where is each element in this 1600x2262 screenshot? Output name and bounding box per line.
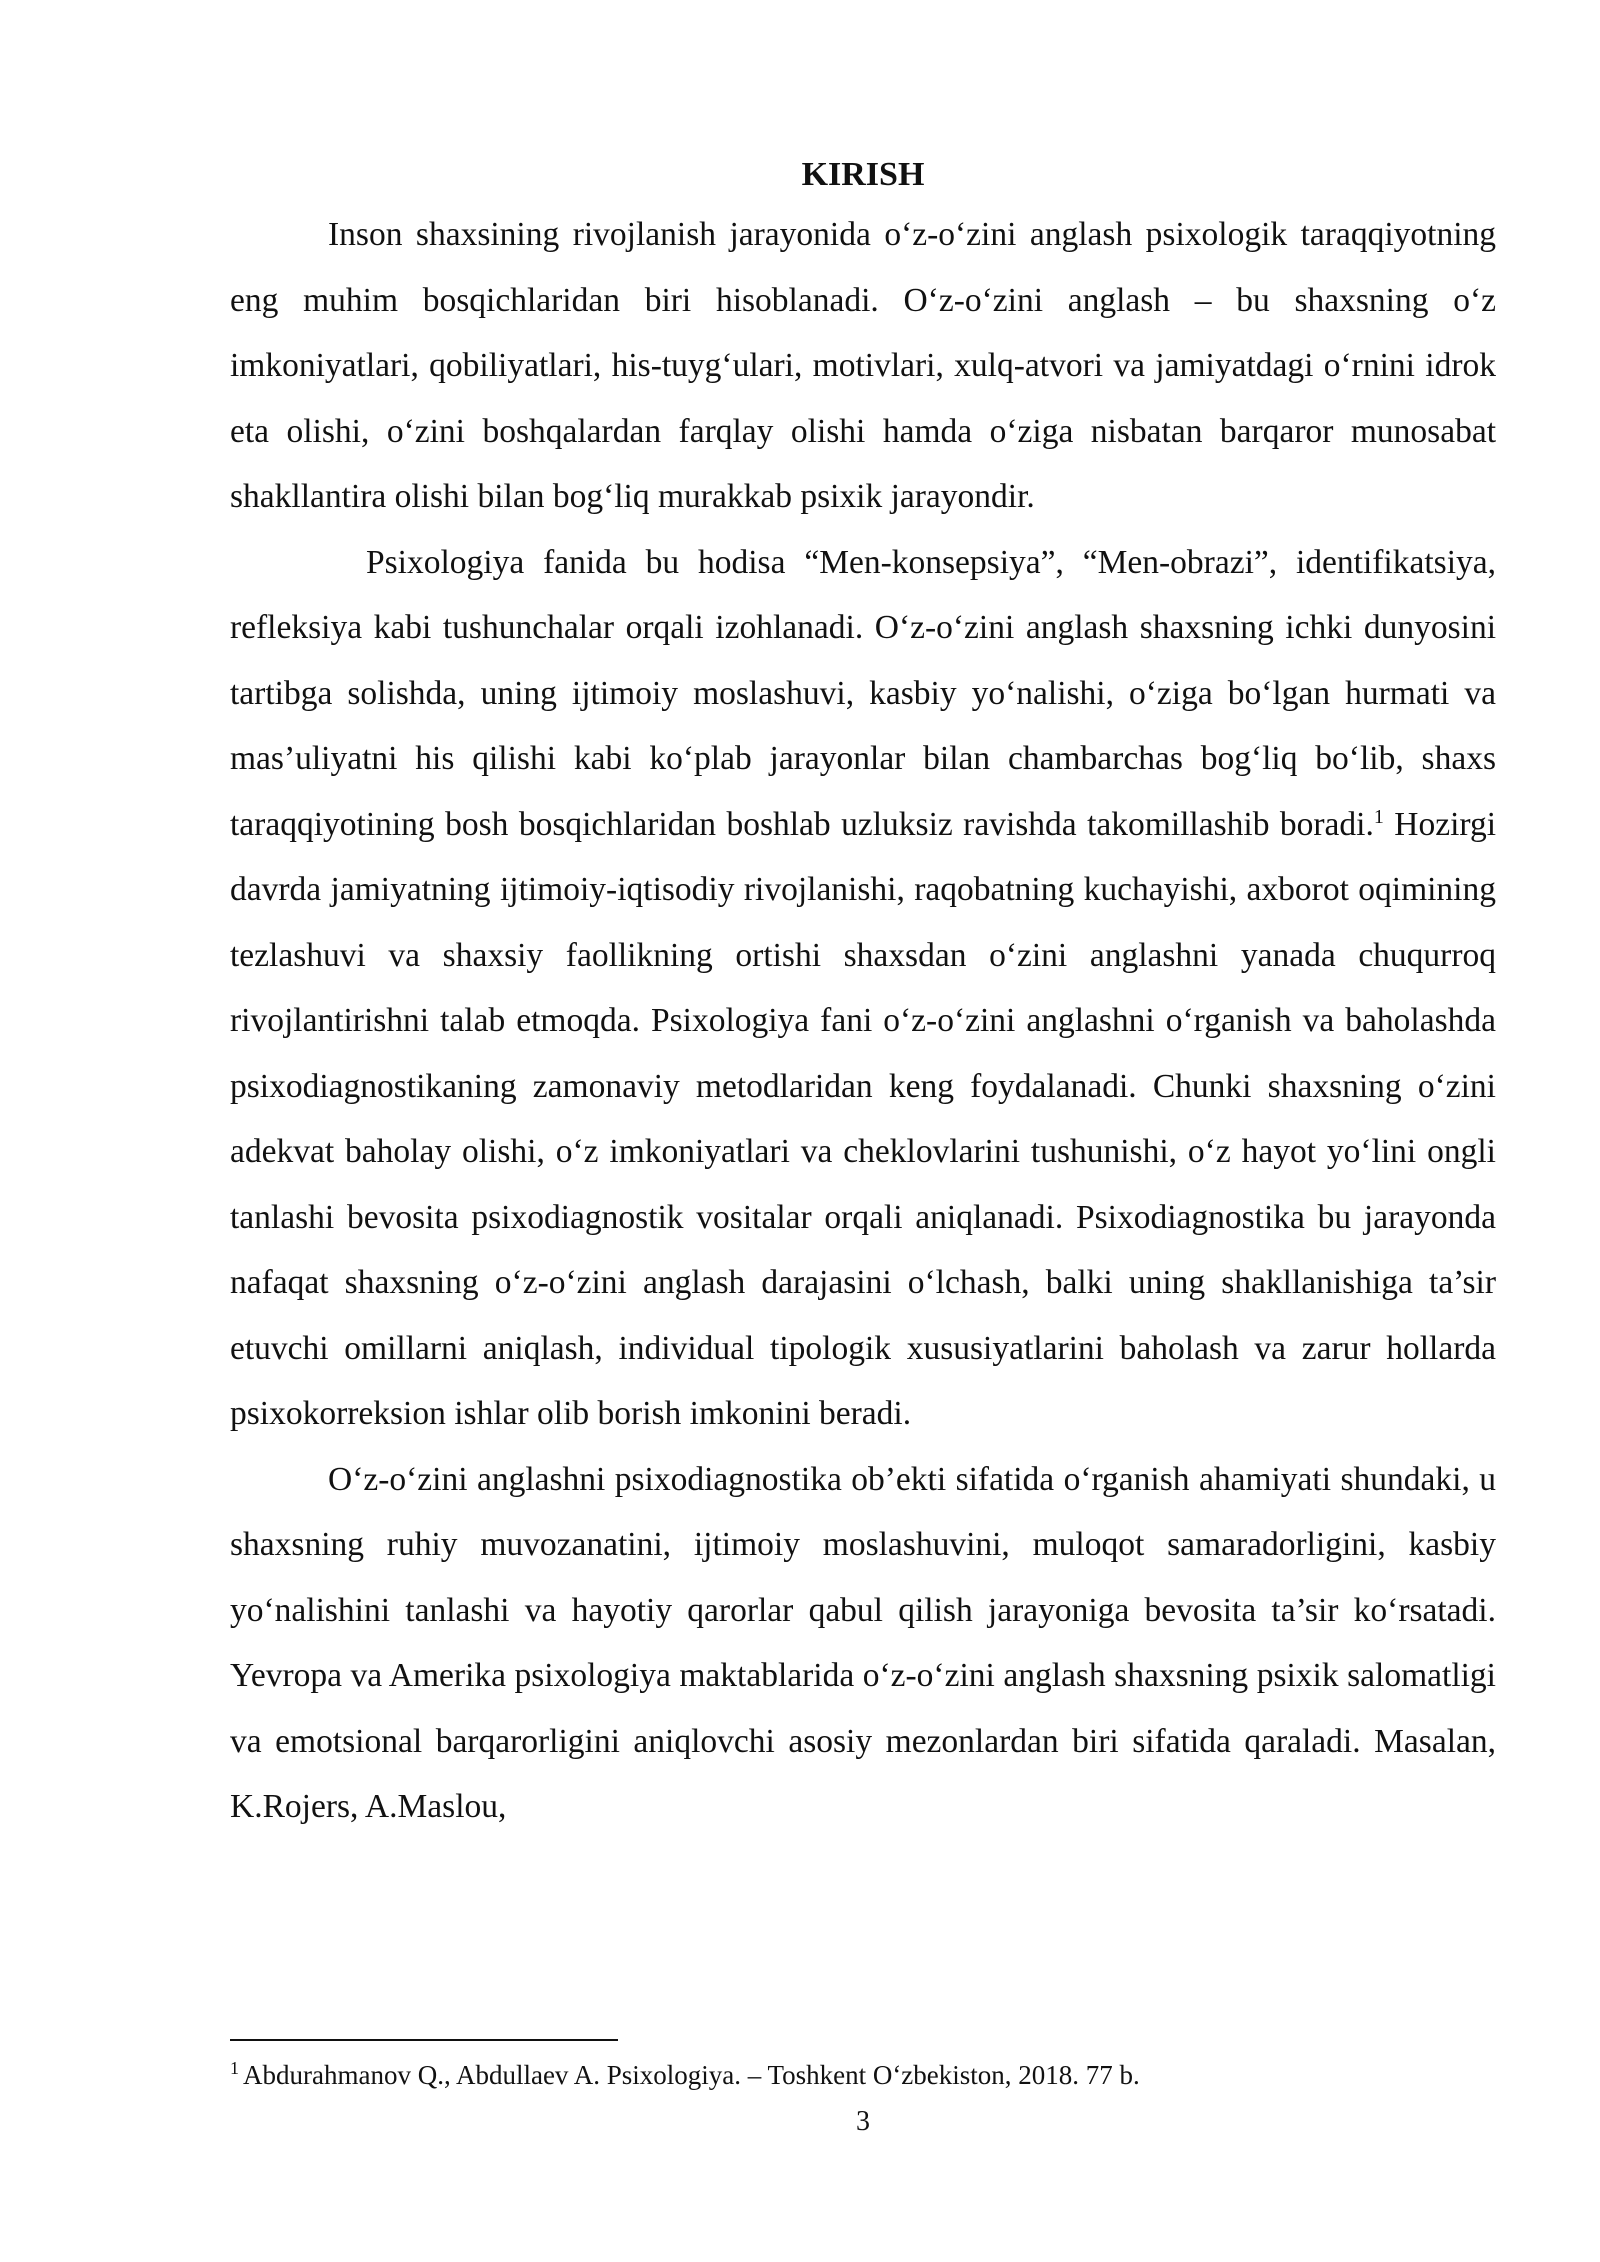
paragraph-2-text-after-ref: Hozirgi davrda jamiyatning ijtimoiy-iqtisodiy rivojlanishi, raqobatning kuchayishi, axborot oqimining tezlashuvi va shaxsiy faollikning ortishi shaxsdan o‘zini anglashni yanada chuqurroq rivojlantirishni talab etmoqda. Psixologiya fani o‘z-o‘zini anglashni o‘rganish va baholashda psixodiagnostikaning zamonaviy metodlaridan keng foydalanadi. Chunki shaxsning o‘zini adekvat baholay olishi, o‘z imkoniyatlari va cheklovlarini tushunishi, o‘z hayot yo‘lini ongli tanlashi bevosita psixodiagnostik vositalar orqali aniqlanadi. Psixodiagnostika bu jarayonda nafaqat shaxsning o‘z-o‘zini anglash darajasini o‘lchash, balki uning shakllanishiga ta’sir etuvchi omillarni aniqlash, individual tipologik xususiyatlarini baholash va zarur hollarda psixokorreksion ishlar olib borish imkonini beradi. [230, 805, 1496, 1432]
paragraph-1: Inson shaxsining rivojlanish jarayonida o‘z-o‘zini anglash psixologik taraqqiyotning eng muhim bosqichlaridan biri hisoblanadi. O‘z-o‘zini anglash – bu shaxsning o‘z imkoniyatlari, qobiliyatlari, his-tuyg‘ulari, motivlari, xulq-atvori va jamiyatdagi o‘rnini idrok eta olishi, o‘zini boshqalardan farqlay olishi hamda o‘ziga nisbatan barqaror munosabat shakllantira olishi bilan bog‘liq murakkab psixik jarayondir. [230, 216, 1496, 515]
section-heading: KIRISH [801, 156, 925, 193]
page-number: 3 [856, 2106, 870, 2137]
footnote-reference[interactable]: 1 [1373, 805, 1384, 828]
footnote-mark: 1 [230, 2058, 239, 2078]
paragraph-2-text-before-ref: Psixologiya fanida bu hodisa “Men-konsepsiya”, “Men-obrazi”, identifikatsiya, refleksiya kabi tushunchalar orqali izohlanadi. O‘z-o‘zini anglash shaxsning ichki dunyosini tartibga solishda, uning ijtimoiy moslashuvi, kasbiy yo‘nalishi, o‘ziga bo‘lgan hurmati va mas’uliyatni his qilishi kabi ko‘plab jarayonlar bilan chambarchas bog‘liq bo‘lib, shaxs taraqqiyotining bosh bosqichlaridan boshlab uzluksiz ravishda takomillashib boradi. [230, 543, 1496, 843]
paragraph-2 [230, 530, 1496, 1447]
paragraph-3: O‘z-o‘zini anglashni psixodiagnostika ob’ekti sifatida o‘rganish ahamiyati shundaki, u shaxsning ruhiy muvozanatini, ijtimoiy moslashuvini, muloqot samaradorligini, kasbiy yo‘nalishini tanlashi va hayotiy qarorlar qabul qilish jarayoniga bevosita ta’sir ko‘rsatadi. Yevropa va Amerika psixologiya maktablarida o‘z-o‘zini anglash shaxsning psixik salomatligi va emotsional barqarorligini aniqlovchi asosiy mezonlardan biri sifatida qaraladi. Masalan, K.Rojers, A.Maslou, [230, 1460, 1496, 1825]
body-text [230, 148, 1496, 1840]
footnote [230, 2057, 1496, 2093]
footnote-separator [230, 2039, 618, 2041]
footnote-text: Abdurahmanov Q., Abdullaev A. Psixologiya. – Toshkent O‘zbekiston, 2018. 77 b. [243, 2060, 1140, 2090]
